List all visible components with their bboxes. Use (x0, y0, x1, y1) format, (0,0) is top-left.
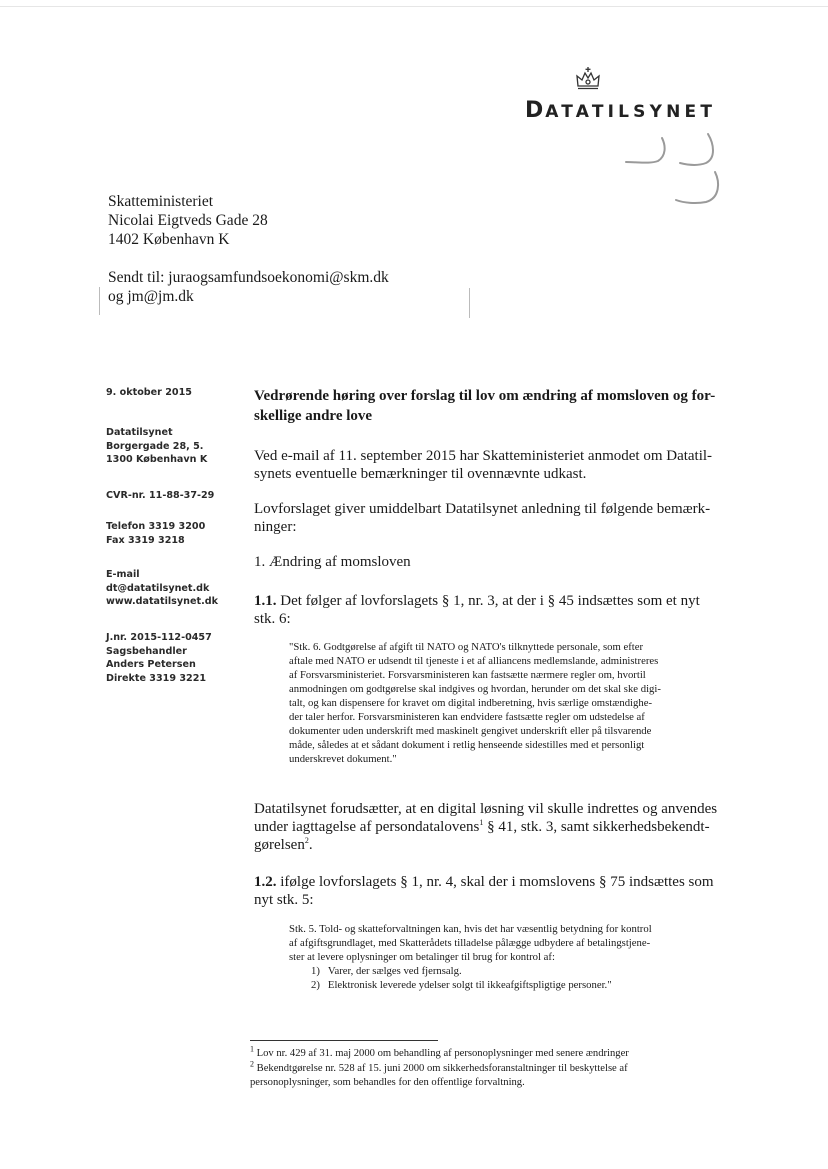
sent-to-line: Sendt til: juraogsamfundsoekonomi@skm.dk (108, 269, 389, 286)
case-info-block: J.nr. 2015-112-0457 Sagsbehandler Anders Petersen Direkte 3319 3221 (106, 632, 212, 684)
footnote-separator (250, 1040, 438, 1041)
paragraph-remarks: Lovforslaget giver umiddelbart Datatilsynet anledning til følgende bemærk- ninger: (254, 501, 711, 535)
recipient-line: 1402 København K (108, 231, 230, 248)
letter-date: 9. oktober 2015 (106, 387, 192, 398)
phone-block: Telefon 3319 3200 Fax 3319 3218 (106, 521, 206, 546)
paragraph-assumption: Datatilsynet forudsætter, at en digital løsning vil skulle indrettes og anvendes under iagttagelse af persondatalovens$^1$ § 41, stk. 3, samt sikkerhedsbekendt- gørelsen$^2$. (254, 801, 718, 853)
list-item: 1) Varer, der sælges ved fjernsalg. (311, 965, 462, 977)
footnote-1: $^1$ Lov nr. 429 af 31. maj 2000 om behandling af personoplysninger med senere ændringer (250, 1044, 629, 1059)
scan-edge-line (0, 6, 828, 7)
list-item: 2) Elektronisk leverede ydelser solgt til ikkeafgiftspligtige personer." (311, 979, 612, 991)
subsection-1-2: 1.2. ifølge lovforslagets § 1, nr. 4, skal der i momslovens § 75 indsættes som nyt stk. 5: (254, 874, 714, 908)
paragraph-intro: Ved e-mail af 11. september 2015 har Skatteministeriet anmodet om Datatil- synets eventuelle bemærkninger til ovennævnte udkast. (254, 448, 713, 482)
quoted-provision-stk6: "Stk. 6. Godtgørelse af afgift til NATO og NATO's tilknyttede personale, som efter aftale med NATO er udsendt til tjeneste i et af alliancens medlemslande, administreres af Forsvarsministeriet. Forsvarsministeren kan fastsætte nærmere regler om, hvortil anmodningen om godtgørelse skal indgives og hvordan, herunder om det skal ske digi- talt, og kan dispensere for kravet om digital indberetning, hvis særlige omstændighe- der taler herfor. Forsvarsministeren kan endvidere fastsætte regler om udstedelse af dokumenter uden underskrift med maskinelt gengivet underskrift eller på tilsvarende måde, således at et sådant dokument i retlig henseende sidestilles med et personligt underskrevet dokument." (289, 641, 661, 765)
quoted-provision-stk5: Stk. 5. Told- og skatteforvaltningen kan, hvis det har væsentlig betydning for kontrol af afgiftsgrundlaget, med Skatterådets tilladelse pålægge udbydere af betalingstjene- ster at levere oplysninger om betalinger til brug for kontrol af: 1) Varer, der sælges ved fjernsalg. 2) Elektronisk leverede ydelser solgt til ikkeafgiftspligtige personer." (289, 922, 744, 992)
recipient-address (108, 192, 268, 249)
footnote-ref: 1 (479, 818, 484, 827)
recipient-line: Skatteministeriet (108, 193, 214, 210)
bracket-mark (99, 287, 100, 315)
contact-block: E-mail dt@datatilsynet.dk www.datatilsynet.dk (106, 569, 218, 607)
bracket-mark (469, 288, 470, 318)
section-heading: 1. Ændring af momsloven (254, 554, 411, 570)
organization-logotype: DATATILSYNET (525, 98, 717, 123)
handwritten-mark (620, 128, 730, 212)
letter-subject: Vedrørende høring over forslag til lov om ændring af momsloven og for- skellige andre love (254, 388, 716, 424)
crown-logo (573, 66, 603, 92)
sent-to-line: og jm@jm.dk (108, 288, 194, 305)
footnote-ref: 2 (304, 836, 309, 845)
subsection-1-1: 1.1. Det følger af lovforslagets § 1, nr. 3, at der i § 45 indsættes som et nyt stk. 6: (254, 593, 700, 627)
recipient-line: Nicolai Eigtveds Gade 28 (108, 212, 268, 229)
sent-to-block (108, 268, 389, 306)
sender-address: Datatilsynet Borgergade 28, 5. 1300 København K (106, 427, 208, 465)
footnote-2: $^2$ Bekendtgørelse nr. 528 af 15. juni 2000 om sikkerhedsforanstaltninger til beskyttelse af personoplysninger, som behandles for den offentlige forvaltning. (250, 1059, 628, 1088)
cvr-number: CVR-nr. 11-88-37-29 (106, 490, 215, 501)
